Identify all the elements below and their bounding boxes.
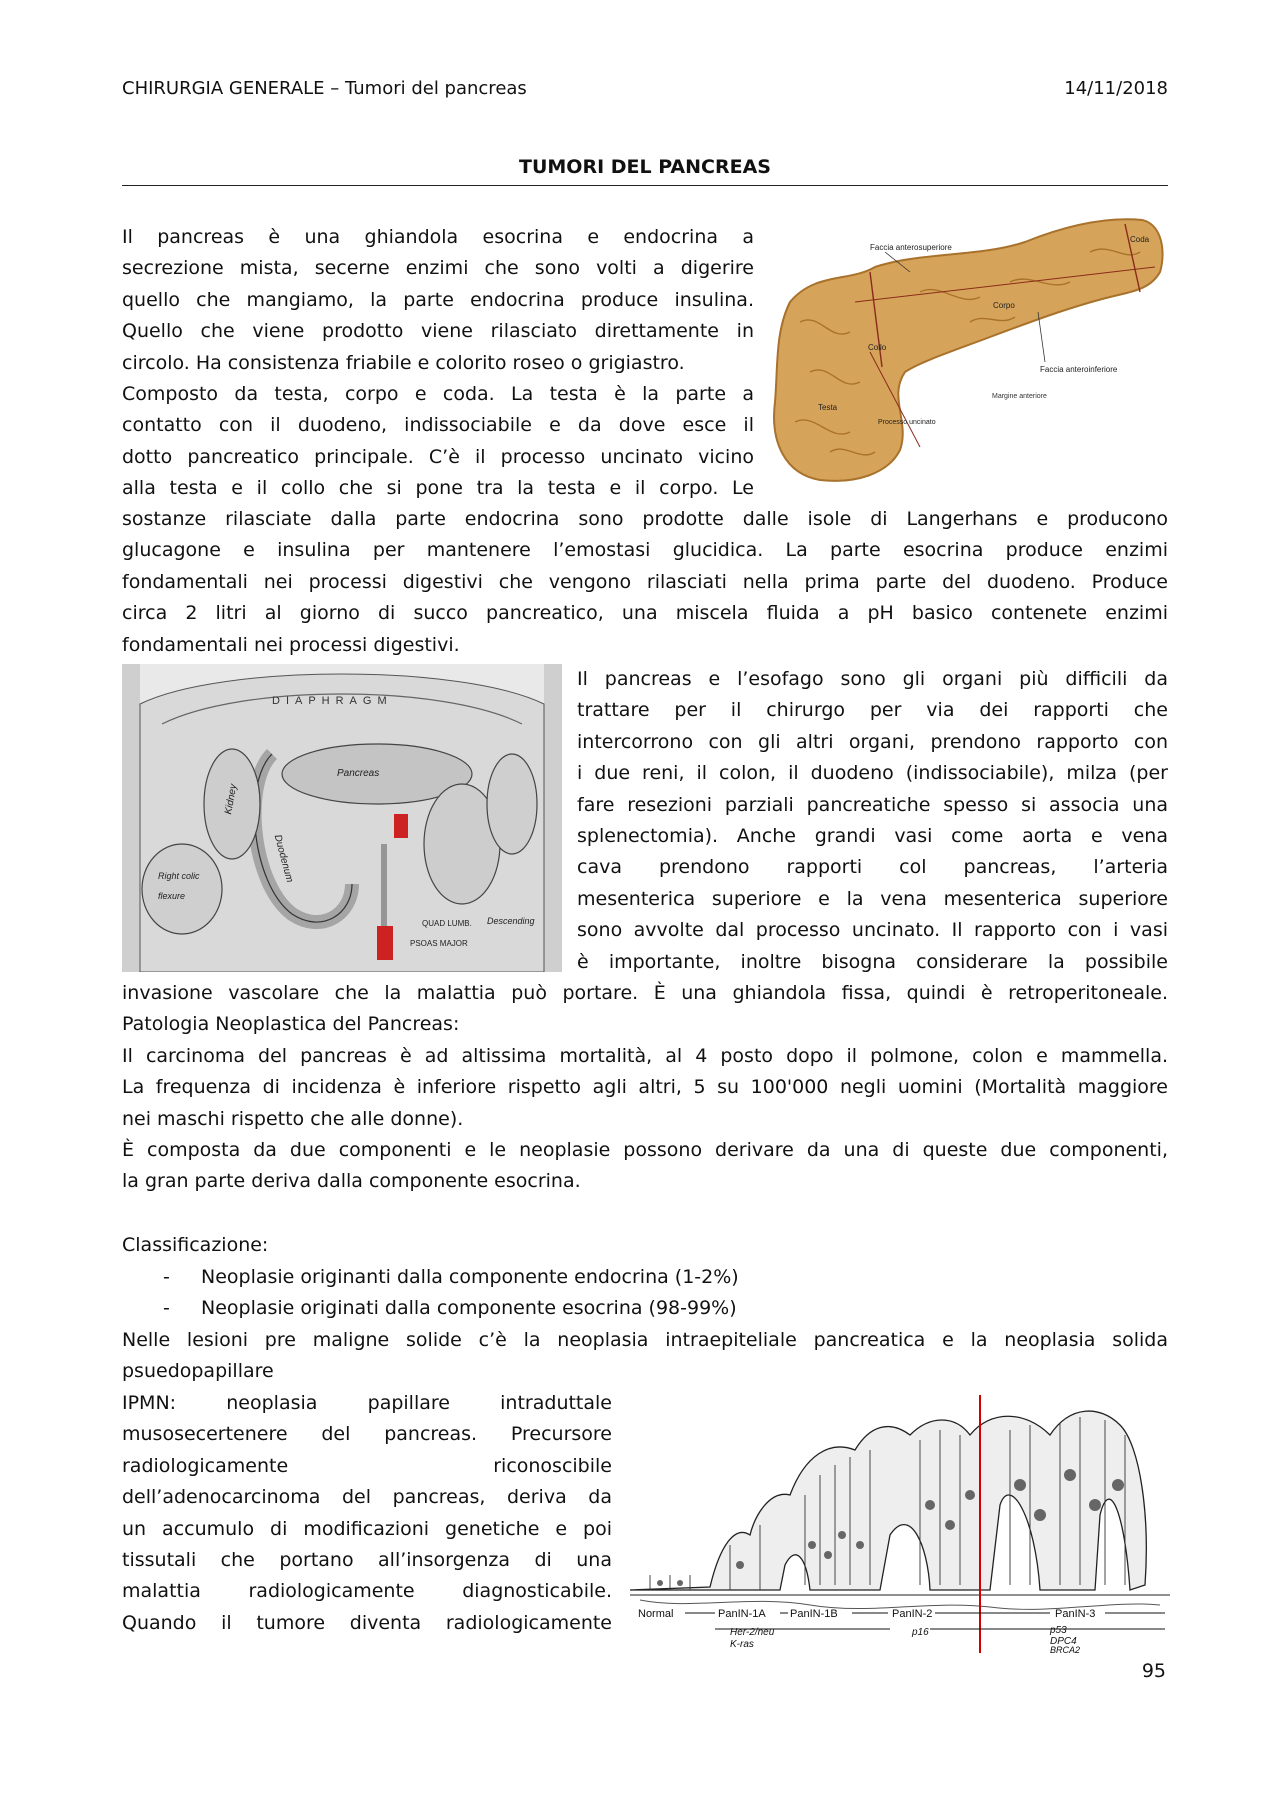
text-line: radiologicamente riconoscibile [122,1454,612,1477]
label-kidney: Kidney [223,783,240,816]
text-line: fare resezioni parziali pancreatiche spesso si associa una [577,793,1168,816]
text-line: quello che mangiamo, la parte endocrina produce insulina. [122,288,754,311]
text-line: nei maschi rispetto che alle donne). [122,1107,464,1130]
text-line: circa 2 litri al giorno di succo pancreatico, una miscela fluida a pH basico contenete enzimi [122,602,1168,625]
label-pancreas: Pancreas [337,768,380,779]
text-line: psuedopapillare [122,1360,274,1383]
label-testa: Testa [818,403,838,412]
text-line: fondamentali nei processi digestivi che vengono rilasciati nella prima parte del duodeno. Produce [122,570,1168,593]
header-date: 14/11/2018 [1064,78,1168,99]
text-line: sostanze rilasciate dalla parte endocrina sono prodotte dalle isole di Langerhans e producono [122,508,1168,530]
label-margine: Margine anteriore [992,393,1047,400]
text-line: Nelle lesioni pre maligne solide c’è la neoplasia intraepiteliale pancreatica e la neoplasia solida [122,1329,1168,1351]
text-line: la gran parte deriva dalla componente esocrina. [122,1170,581,1193]
label-corpo: Corpo [993,301,1015,310]
page-number: 95 [1141,1660,1166,1682]
label-normal: Normal [638,1608,674,1620]
label-processo: Processo uncinato [878,419,936,426]
label-kras: K-ras [730,1639,754,1650]
label-her2: Her-2/neu [730,1627,775,1638]
text-line: IPMN: neoplasia papillare intraduttale [122,1392,612,1414]
text-line: dotto pancreatico principale. C’è il processo uncinato vicino [122,445,754,468]
label-quad-lumb: QUAD LUMB. [422,919,472,928]
label-psoas-major: PSOAS MAJOR [410,939,468,948]
label-anteroinferiore: Faccia anteroinferiore [1040,365,1118,374]
text-line: Il pancreas e l’esofago sono gli organi più difficili da [577,668,1168,690]
label-panin-1b: PanIN-1B [790,1608,838,1620]
pancreas-shape [774,219,1162,481]
label-panin-3: PanIN-3 [1055,1608,1096,1620]
text-line: i due reni, il colon, il duodeno (indissociabile), milza (per [577,762,1168,785]
epithelium-outline [630,1411,1146,1590]
classificazione-label: Classificazione: [122,1234,269,1256]
header-title: CHIRURGIA GENERALE – Tumori del pancreas [122,78,527,99]
bullet-item: Neoplasie originanti dalla componente endocrina (1-2%) [201,1266,739,1288]
label-right-colic: Right colic [158,871,200,881]
text-line: intercorrono con gli altri organi, prendono rapporto con [577,730,1168,753]
intro-paragraph [122,222,754,505]
label-p16: p16 [912,1627,929,1638]
text-line: alla testa e il collo che si pone tra la testa e il corpo. Le [122,477,754,500]
pancreas-anatomy-figure [770,212,1172,495]
body-paragraph [122,978,1168,1198]
label-anterosuperiore: Faccia anterosuperiore [870,243,952,252]
text-line: Quello che viene prodotto viene rilasciato direttamente in [122,320,754,343]
abdominal-anatomy-figure [122,664,562,972]
label-dpc4: DPC4 [1050,1636,1077,1647]
bullet-mark: - [163,1297,170,1319]
text-line: Quando il tumore diventa radiologicamente [122,1611,612,1634]
rapporti-paragraph [577,664,1168,978]
lesioni-paragraph [122,1325,1168,1388]
label-descending: Descending [487,916,535,926]
section-heading: Patologia Neoplastica del Pancreas: [122,1013,460,1036]
text-line: sono avvolte dal processo uncinato. Il rapporto con i vasi [577,919,1168,942]
page-title: TUMORI DEL PANCREAS [519,156,771,178]
label-coda: Coda [1130,235,1150,244]
label-brca2: BRCA2 [1050,1645,1081,1653]
red-vessel-bottom [377,926,393,960]
label-panin-2: PanIN-2 [892,1608,933,1620]
text-line: Il pancreas è una ghiandola esocrina e endocrina a [122,226,754,248]
text-line: musosecertenere del pancreas. Precursore [122,1423,612,1446]
text-line: Composto da testa, corpo e coda. La testa è la parte a [122,383,754,406]
text-line: invasione vascolare che la malattia può portare. È una ghiandola fissa, quindi è retroperitoneale. [122,982,1168,1004]
label-diaphragm: DIAPHRAGM [272,695,393,707]
intro-continuation [122,504,1168,661]
text-line: glucagone e insulina per mantenere l’emostasi glucidica. La parte esocrina produce enzimi [122,539,1168,562]
title-rule [122,185,1168,186]
text-line: È composta da due componenti e le neoplasie possono derivare da una di queste due componenti, [122,1139,1168,1162]
label-p53: p53 [1050,1625,1067,1636]
text-line: dell’adenocarcinoma del pancreas, deriva da [122,1486,612,1509]
text-line: Il carcinoma del pancreas è ad altissima mortalità, al 4 posto dopo il polmone, colon e mammella. [122,1044,1168,1067]
text-line: tissutali che portano all’insorgenza di una [122,1549,612,1572]
red-vessel-top [394,814,408,838]
label-duodenum: Duodenum [271,833,295,884]
bullet-item: Neoplasie originati dalla componente esocrina (98-99%) [201,1297,737,1319]
classificazione-heading [122,1230,1168,1261]
text-line: La frequenza di incidenza è inferiore rispetto agli altri, 5 su 100'000 negli uomini (Mortalità maggiore [122,1076,1168,1099]
text-line: secrezione mista, secerne enzimi che sono volti a digerire [122,257,754,280]
text-line: contatto con il duodeno, indissociabile e da dove esce il [122,414,754,437]
label-panin-1a: PanIN-1A [718,1608,766,1620]
text-line: splenectomia). Anche grandi vasi come aorta e vena [577,825,1168,848]
label-flexure: flexure [158,891,186,901]
bullet-mark: - [163,1266,170,1288]
panin-progression-figure [630,1395,1170,1653]
text-line: un accumulo di modificazioni genetiche e poi [122,1517,612,1540]
text-line: mesenterica superiore e la vena mesenterica superiore [577,887,1168,910]
text-line: è importante, inoltre bisogna considerare la possibile [577,950,1168,973]
text-line: malattia radiologicamente diagnosticabile. [122,1580,612,1603]
text-line: circolo. Ha consistenza friabile e colorito roseo o grigiastro. [122,351,685,374]
ipmn-paragraph [122,1388,612,1639]
label-collo: Collo [868,343,887,352]
text-line: fondamentali nei processi digestivi. [122,633,460,656]
text-line: trattare per il chirurgo per via dei rapporti che [577,699,1168,722]
text-line: cava prendono rapporti col pancreas, l’arteria [577,856,1168,879]
